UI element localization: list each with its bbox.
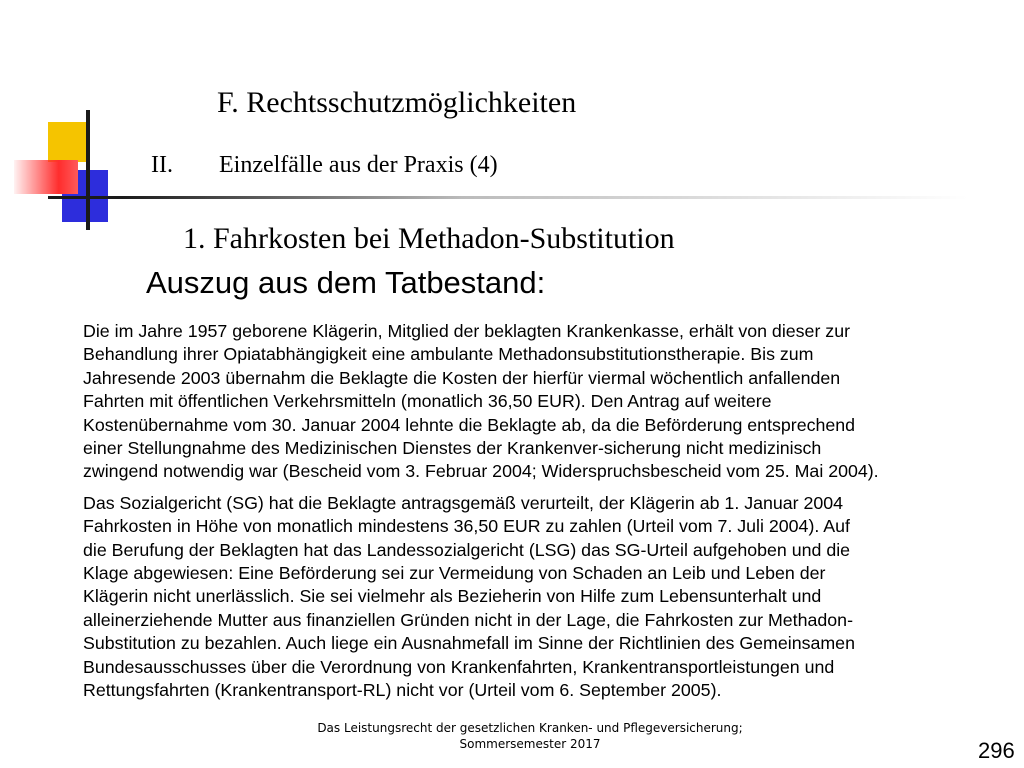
slide-title: F. Rechtsschutzmöglichkeiten [217,86,577,119]
paragraph-2 [83,492,993,703]
text-line: die Berufung der Beklagten hat das Landessozialgericht (LSG) das SG-Urteil aufgehoben und die [83,539,851,560]
text-line: Fahrkosten in Höhe von monatlich mindestens 36,50 EUR zu zahlen (Urteil vom 7. Juli 2004). Auf [83,516,850,537]
text-line: alleinerziehende Mutter aus finanziellen Gründen nicht in der Lage, die Fahrkosten zur Methadon- [83,609,853,630]
heading: Auszug aus dem Tatbestand: [146,265,546,300]
subtitle-text: Einzelfälle aus der Praxis (4) [219,152,498,178]
text-line: Behandlung ihrer Opiatabhängigkeit eine ambulante Methadonsubstitutionstherapie. Bis zum [83,344,814,365]
text-line: Bundesausschusses über die Verordnung von Krankenfahrten, Krankentransportleistungen und [83,656,835,677]
section-title: 1. Fahrkosten bei Methadon-Substitution [183,222,675,255]
header-divider-line [48,196,968,199]
text-line: zwingend notwendig war (Bescheid vom 3. Februar 2004; Widerspruchsbescheid vom 25. Mai 2004). [83,461,879,482]
text-line: Kostenübernahme vom 30. Januar 2004 lehnte die Beklagte ab, da die Beförderung entsprechend [83,414,856,435]
footer-line-1: Das Leistungsrecht der gesetzlichen Kranken- und Pflegeversicherung; [317,721,743,735]
text-line: Rettungsfahrten (Krankentransport-RL) nicht vor (Urteil vom 6. September 2005). [83,680,722,701]
logo-vertical-line [86,110,90,230]
text-line: Klage abgewiesen: Eine Beförderung sei zur Vermeidung von Schaden an Leib und Leben der [83,563,826,584]
paragraph-1 [83,320,993,484]
decorative-logo [0,0,140,240]
red-square-shape [14,160,78,194]
yellow-square-shape [48,122,86,162]
footer [290,720,770,752]
body-text [83,320,993,703]
text-line: Substitution zu bezahlen. Auch liege ein Ausnahmefall im Sinne der Richtlinien des Gemeinsamen [83,633,855,654]
text-line: einer Stellungnahme des Medizinischen Dienstes der Krankenver-sicherung nicht medizinisch [83,438,822,459]
text-line: Die im Jahre 1957 geborene Klägerin, Mitglied der beklagten Krankenkasse, erhält von dieser zur [83,321,851,341]
text-line: Jahresende 2003 übernahm die Beklagte die Kosten der hierfür viermal wöchentlich anfallenden [83,367,841,388]
text-line: Klägerin nicht unerlässlich. Sie sei vielmehr als Bezieherin von Hilfe zum Lebensunterhalt und [83,586,822,607]
text-line: Fahrten mit öffentlichen Verkehrsmitteln (monatlich 36,50 EUR). Den Antrag auf weitere [83,391,772,412]
subtitle-number: II. [151,152,173,178]
text-line: Das Sozialgericht (SG) hat die Beklagte antragsgemäß verurteilt, der Klägerin ab 1. Januar 2004 [83,492,844,513]
footer-line-2: Sommersemester 2017 [459,737,601,751]
page-number: 296 [978,738,1015,763]
